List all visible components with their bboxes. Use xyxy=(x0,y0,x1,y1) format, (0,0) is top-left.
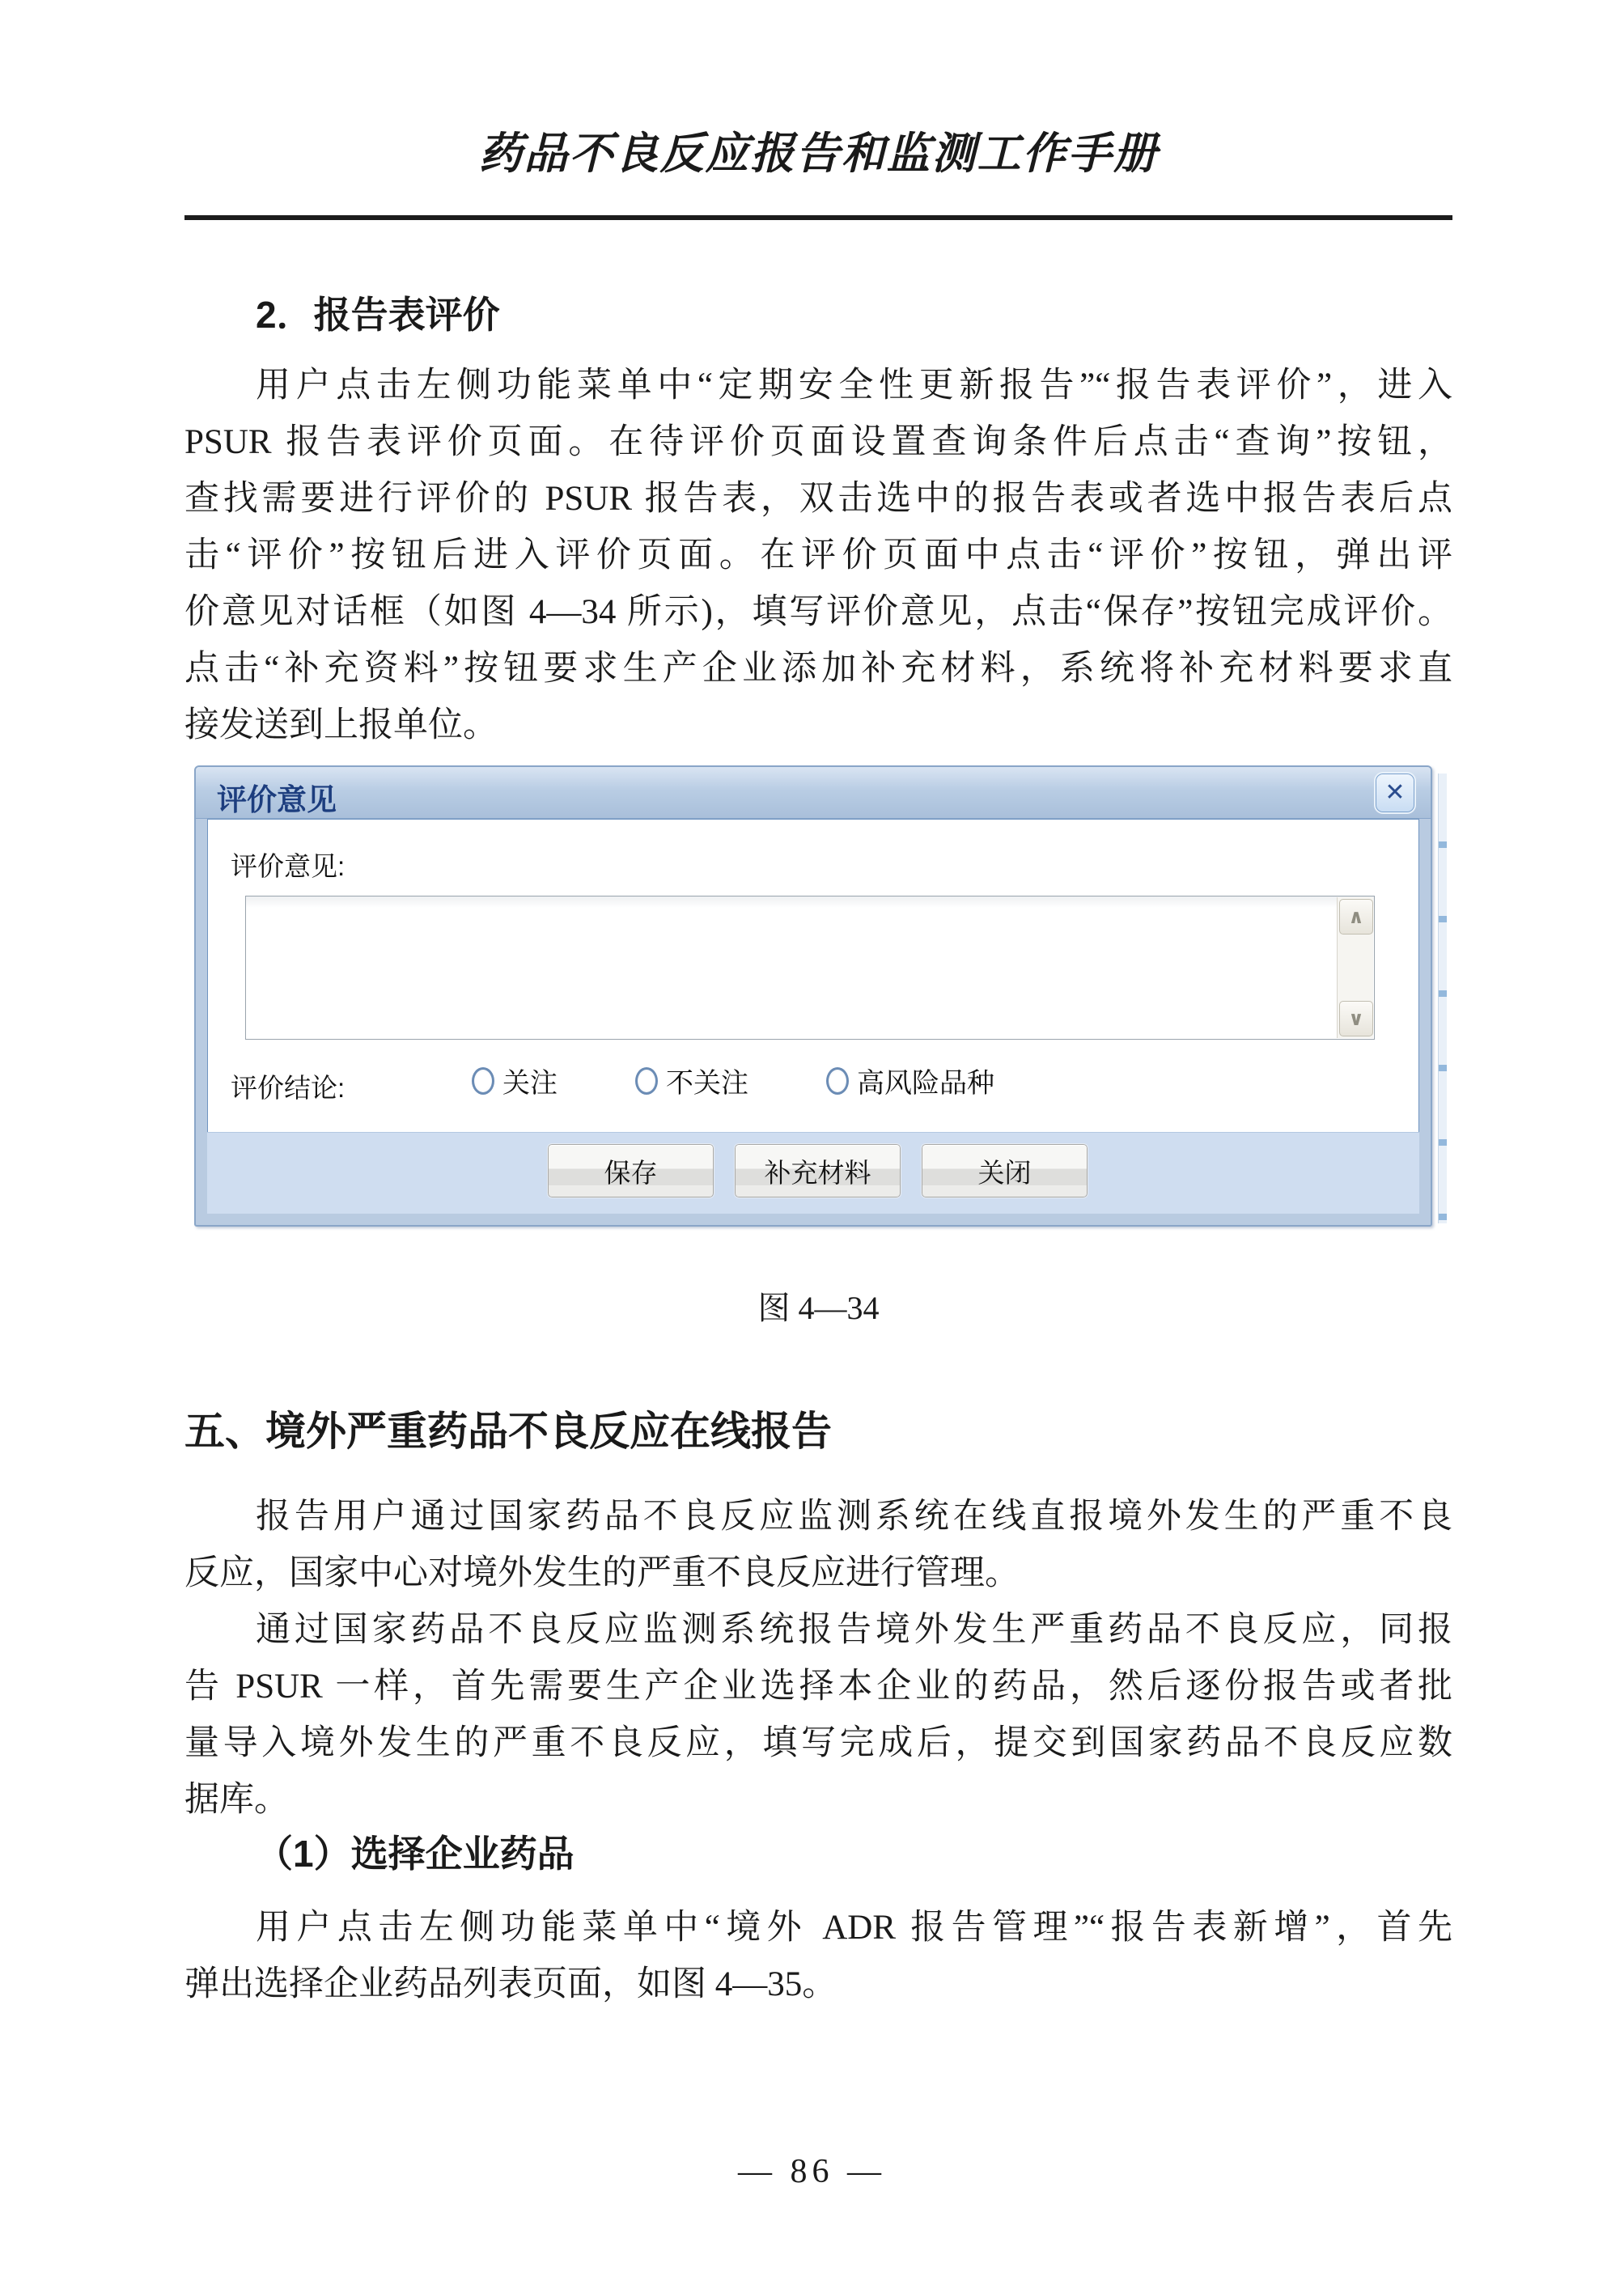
text-line: 告 PSUR 一样，首先需要生产企业选择本企业的药品，然后逐份报告或者批 xyxy=(184,1668,1453,1706)
comment-textarea[interactable] xyxy=(248,898,1338,1039)
text-line: 点击“补充资料”按钮要求生产企业添加补充材料，系统将补充材料要求直 xyxy=(184,650,1452,688)
dialog-title: 评价意见 xyxy=(217,783,337,816)
section5-paragraph-2 xyxy=(184,1602,1452,1829)
scroll-up-button[interactable] xyxy=(1339,899,1373,935)
text-line: 接发送到上报单位。 xyxy=(184,706,498,744)
window-edge xyxy=(1438,774,1447,1223)
text-line: 价意见对话框（如图 4—34 所示)，填写评价意见，点击“保存”按钮完成评价。 xyxy=(184,593,1452,631)
text-line: 用户点击左侧功能菜单中“境外 ADR 报告管理”“报告表新增”，首先 xyxy=(256,1909,1452,1947)
text-line: 击“评价”按钮后进入评价页面。在评价页面中点击“评价”按钮，弹出评 xyxy=(184,536,1452,574)
page-number: — 86 — xyxy=(738,2153,886,2190)
section5-sub-heading: （1）选择企业药品 xyxy=(256,1833,575,1875)
radio-option-label: 关注 xyxy=(502,1068,558,1099)
conclusion-label: 评价结论: xyxy=(231,1073,346,1103)
chevron-up-icon: ∧ xyxy=(1348,905,1364,928)
text-line: 据库。 xyxy=(184,1781,289,1819)
close-button[interactable] xyxy=(1376,774,1414,812)
radio-button-icon[interactable] xyxy=(635,1067,658,1095)
close-icon: ✕ xyxy=(1384,779,1406,806)
section5-paragraph-1 xyxy=(184,1489,1452,1602)
dialog-button-row xyxy=(548,1144,1088,1197)
figure-screenshot xyxy=(194,764,1447,1230)
section2-paragraph xyxy=(184,358,1452,754)
text-line: 查找需要进行评价的 PSUR 报告表，双击选中的报告表或者选中报告表后点 xyxy=(184,480,1452,518)
chevron-down-icon: ∨ xyxy=(1348,1007,1364,1030)
radio-group xyxy=(472,1061,994,1100)
text-line: 通过国家药品不良反应监测系统报告境外发生严重药品不良反应，同报 xyxy=(256,1611,1452,1649)
page-header-title: 药品不良反应报告和监测工作手册 xyxy=(478,129,1159,178)
dialog-body xyxy=(207,819,1419,1136)
dialog-titlebar xyxy=(196,767,1431,819)
radio-button-icon[interactable] xyxy=(472,1067,494,1095)
header-rule xyxy=(184,215,1452,220)
radio-option-label: 高风险品种 xyxy=(857,1068,994,1099)
radio-option xyxy=(472,1061,558,1100)
text-line: PSUR 报告表评价页面。在待评价页面设置查询条件后点击“查询”按钮， xyxy=(184,423,1452,461)
text-line: 反应，国家中心对境外发生的严重不良反应进行管理。 xyxy=(184,1554,1020,1592)
radio-option-label: 不关注 xyxy=(666,1068,748,1099)
section5-paragraph-3 xyxy=(184,1900,1452,2013)
figure-caption: 图 4—34 xyxy=(757,1290,880,1326)
textarea-scrollbar[interactable] xyxy=(1337,897,1373,1038)
supplement-material-button[interactable]: 补充材料 xyxy=(735,1144,901,1197)
radio-option xyxy=(826,1061,994,1100)
section2-heading: 2．报告表评价 xyxy=(256,294,500,336)
comment-label: 评价意见: xyxy=(231,851,346,881)
close-dialog-button[interactable]: 关闭 xyxy=(922,1144,1088,1197)
text-line: 量导入境外发生的严重不良反应，填写完成后，提交到国家药品不良反应数 xyxy=(184,1724,1452,1762)
save-button[interactable]: 保存 xyxy=(548,1144,714,1197)
scroll-down-button[interactable] xyxy=(1339,1001,1373,1036)
comment-textarea-frame xyxy=(245,896,1375,1040)
text-line: 报告用户通过国家药品不良反应监测系统在线直报境外发生的严重不良 xyxy=(256,1498,1452,1536)
dialog-footer xyxy=(207,1132,1419,1214)
radio-button-icon[interactable] xyxy=(826,1067,849,1095)
evaluation-dialog xyxy=(194,765,1432,1227)
text-line: 用户点击左侧功能菜单中“定期安全性更新报告”“报告表评价”，进入 xyxy=(256,367,1452,405)
section5-heading: 五、境外严重药品不良反应在线报告 xyxy=(184,1409,832,1454)
radio-option xyxy=(635,1061,748,1100)
text-line: 弹出选择企业药品列表页面，如图 4—35。 xyxy=(184,1965,837,2003)
